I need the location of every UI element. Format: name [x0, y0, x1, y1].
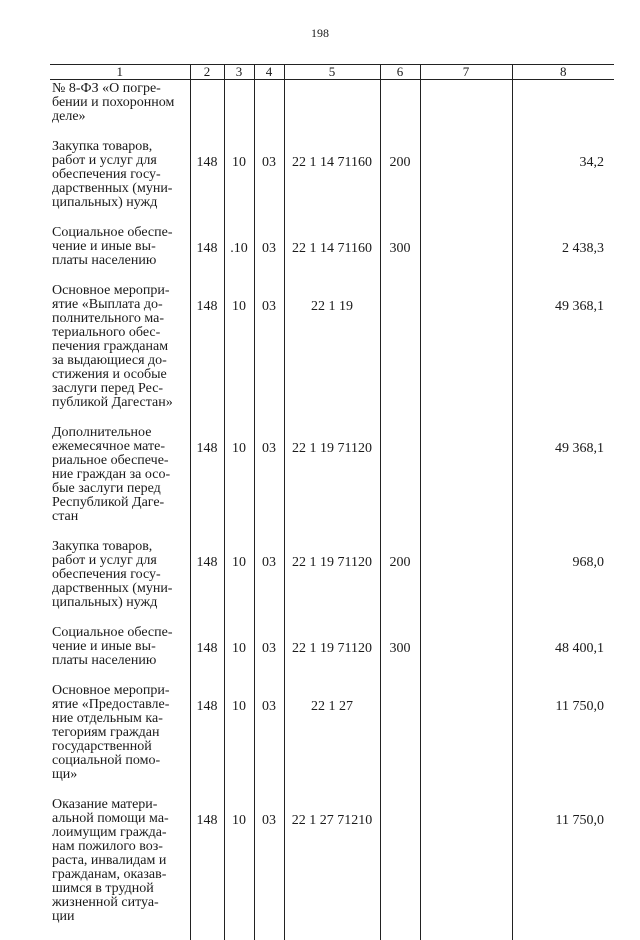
row-name-cell: [50, 798, 190, 940]
code-cell-2: 148: [190, 226, 224, 284]
row-name-cell: [50, 80, 190, 141]
code-cell-3: 10: [224, 140, 254, 226]
code-cell-6: 200: [380, 140, 420, 226]
code-cell-7: [420, 684, 512, 798]
code-cell-5: 22 1 27 71210: [284, 798, 380, 940]
code-cell-5: 22 1 19 71120: [284, 540, 380, 626]
code-cell-4: 03: [254, 140, 284, 226]
table-row: [50, 540, 614, 626]
code-cell-6: [380, 284, 420, 426]
code-cell-3: 10: [224, 540, 254, 626]
amount-cell: 968,0: [512, 540, 614, 626]
code-cell-2: 148: [190, 540, 224, 626]
amount-cell: 48 400,1: [512, 626, 614, 684]
code-cell-2: 148: [190, 426, 224, 540]
table-row: [50, 226, 614, 284]
code-cell-2: 148: [190, 626, 224, 684]
code-cell-2: 148: [190, 798, 224, 940]
amount-cell: 11 750,0: [512, 798, 614, 940]
table-row: [50, 426, 614, 540]
code-cell-5: 22 1 27: [284, 684, 380, 798]
row-name-text: Закупка товаров, работ и услуг для обеспечения госу- дарственных (муни- ципальных) нужд: [52, 139, 173, 210]
table-row: [50, 140, 614, 226]
row-name-text: Основное меропри- ятие «Выплата до- полнительного ма- териального обес- печения гражданам за выдающиеся до- стижения и особые заслуги перед Рес- публикой Дагестан»: [52, 283, 173, 410]
column-header: 7: [420, 65, 512, 80]
code-cell-4: 03: [254, 284, 284, 426]
table-header-row: [50, 65, 614, 80]
table-row: [50, 80, 614, 141]
row-name-text: № 8-ФЗ «О погре- бении и похоронном деле»: [52, 81, 175, 124]
code-cell-2: 148: [190, 284, 224, 426]
code-cell-2: 148: [190, 140, 224, 226]
row-name-text: Основное меропри- ятие «Предоставле- ние отдельным ка- тегориям граждан государственной социальной помо- щи»: [52, 683, 170, 782]
code-cell-7: [420, 284, 512, 426]
code-cell-7: [420, 798, 512, 940]
column-header: 4: [254, 65, 284, 80]
code-cell-7: [420, 540, 512, 626]
code-cell-6: 200: [380, 540, 420, 626]
code-cell-3: 10: [224, 626, 254, 684]
amount-cell: 34,2: [512, 140, 614, 226]
code-cell-3: 10: [224, 426, 254, 540]
code-cell-2: [190, 80, 224, 141]
code-cell-7: [420, 140, 512, 226]
row-name-cell: [50, 426, 190, 540]
code-cell-4: 03: [254, 684, 284, 798]
code-cell-6: [380, 80, 420, 141]
row-name-cell: [50, 684, 190, 798]
row-name-text: Социальное обеспе- чение и иные вы- платы населению: [52, 625, 173, 668]
amount-cell: 49 368,1: [512, 426, 614, 540]
amount-cell: 2 438,3: [512, 226, 614, 284]
table-row: [50, 284, 614, 426]
code-cell-5: 22 1 19: [284, 284, 380, 426]
code-cell-5: 22 1 14 71160: [284, 140, 380, 226]
code-cell-3: 10: [224, 684, 254, 798]
code-cell-3: [224, 80, 254, 141]
column-header: 6: [380, 65, 420, 80]
code-cell-6: [380, 798, 420, 940]
column-header: 8: [512, 65, 614, 80]
table-row: [50, 684, 614, 798]
budget-table: [50, 64, 614, 940]
code-cell-6: [380, 684, 420, 798]
column-header: 5: [284, 65, 380, 80]
column-header: 2: [190, 65, 224, 80]
code-cell-7: [420, 426, 512, 540]
table-row: [50, 626, 614, 684]
code-cell-2: 148: [190, 684, 224, 798]
column-header: 3: [224, 65, 254, 80]
code-cell-5: 22 1 19 71120: [284, 626, 380, 684]
code-cell-6: 300: [380, 226, 420, 284]
code-cell-6: 300: [380, 626, 420, 684]
code-cell-5: [284, 80, 380, 141]
code-cell-4: 03: [254, 226, 284, 284]
code-cell-6: [380, 426, 420, 540]
row-name-text: Закупка товаров, работ и услуг для обеспечения госу- дарственных (муни- ципальных) нужд: [52, 539, 173, 610]
code-cell-7: [420, 626, 512, 684]
code-cell-4: [254, 80, 284, 141]
code-cell-5: 22 1 14 71160: [284, 226, 380, 284]
code-cell-3: .10: [224, 226, 254, 284]
column-header: 1: [50, 65, 190, 80]
code-cell-3: 10: [224, 284, 254, 426]
row-name-cell: [50, 284, 190, 426]
amount-cell: 11 750,0: [512, 684, 614, 798]
row-name-cell: [50, 140, 190, 226]
row-name-cell: [50, 626, 190, 684]
code-cell-4: 03: [254, 798, 284, 940]
row-name-text: Дополнительное ежемесячное мате- риальное обеспече- ние граждан за осо- бые заслуги перед Республикой Даге- стан: [52, 425, 171, 524]
table-row: [50, 798, 614, 940]
row-name-cell: [50, 540, 190, 626]
row-name-text: Оказание матери- альной помощи ма- лоимущим гражда- нам пожилого воз- раста, инвалидам и гражданам, оказав- шимся в трудной жизненной ситуа- ции: [52, 797, 169, 924]
code-cell-7: [420, 80, 512, 141]
amount-cell: [512, 80, 614, 141]
code-cell-5: 22 1 19 71120: [284, 426, 380, 540]
code-cell-4: 03: [254, 540, 284, 626]
code-cell-7: [420, 226, 512, 284]
amount-cell: 49 368,1: [512, 284, 614, 426]
code-cell-4: 03: [254, 626, 284, 684]
code-cell-4: 03: [254, 426, 284, 540]
row-name-text: Социальное обеспе- чение и иные вы- платы населению: [52, 225, 173, 268]
row-name-cell: [50, 226, 190, 284]
code-cell-3: 10: [224, 798, 254, 940]
page-number: 198: [311, 26, 329, 40]
